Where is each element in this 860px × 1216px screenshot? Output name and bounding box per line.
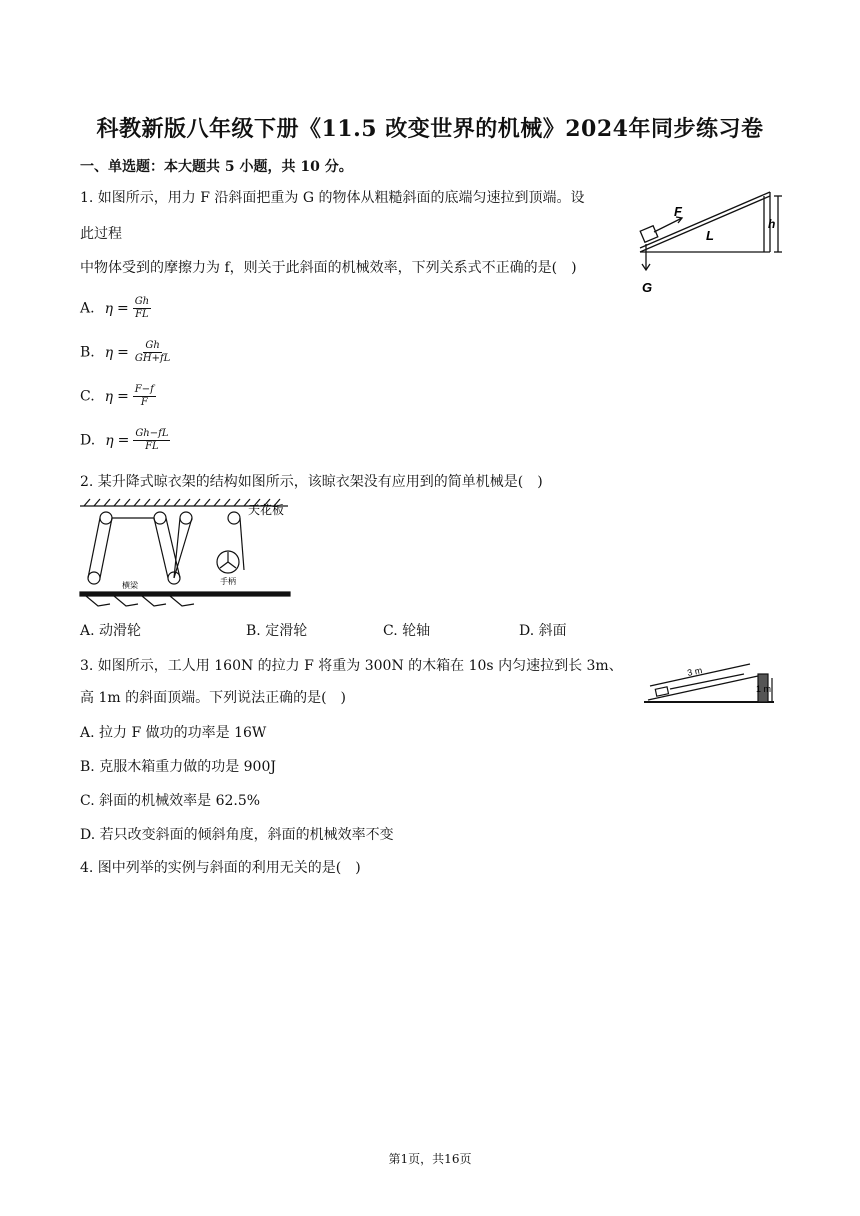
equals-sign: = <box>117 432 130 449</box>
fraction <box>133 384 156 409</box>
q3-option-d[interactable]: D. 若只改变斜面的倾斜角度，斜面的机械效率不变 <box>80 827 394 843</box>
numerator: Gh <box>145 340 160 351</box>
fixed-pulley-4 <box>228 512 240 524</box>
numerator: Gh <box>134 296 150 307</box>
eta-symbol: η <box>104 388 114 405</box>
crate <box>655 687 668 696</box>
q3-stem-line1: 3. 如图所示，工人用 160N 的拉力 F 将重为 300N 的木箱在 10s 内匀速拉到长 3m、 <box>80 658 623 674</box>
q2-clothes-rack-figure <box>78 496 300 612</box>
equals-sign: = <box>117 388 129 405</box>
incline-slope-inner <box>640 192 770 248</box>
option-label: A. <box>80 300 95 317</box>
q1-stem-line2: 此过程 <box>80 226 122 242</box>
document-title: 科教新版八年级下册《11.5 改变世界的机械》2024年同步练习卷 <box>96 116 764 142</box>
label-handle: 手柄 <box>220 577 236 586</box>
label-height: 1 m <box>756 684 772 694</box>
eta-symbol: η <box>104 300 113 317</box>
label-L: L <box>706 228 714 243</box>
fraction <box>133 428 170 453</box>
label-F: F <box>674 204 682 219</box>
fraction <box>133 296 151 321</box>
denominator: F <box>140 397 148 408</box>
rope-to-handle <box>240 518 244 570</box>
equals-sign: = <box>116 300 129 317</box>
label-ceiling: 天花板 <box>248 503 285 517</box>
eta-symbol: η <box>104 344 114 361</box>
q1-stem-line3: 中物体受到的摩擦力为 f，则关于此斜面的机械效率，下列关系式不正确的是( ) <box>80 260 577 276</box>
label-G: G <box>642 280 653 295</box>
q2-option-c[interactable]: C. 轮轴 <box>383 623 431 639</box>
block <box>640 226 658 243</box>
fixed-pulley-2 <box>154 512 166 524</box>
page-footer: 第1页，共16页 <box>388 1152 472 1166</box>
fixed-pulley-1 <box>100 512 112 524</box>
movable-pulley-1 <box>88 572 100 584</box>
fraction <box>133 340 172 365</box>
denominator: FL <box>145 441 159 452</box>
q3-option-c[interactable]: C. 斜面的机械效率是 62.5% <box>80 793 261 809</box>
section-heading: 一、单选题：本大题共 5 小题，共 10 分。 <box>80 159 353 175</box>
q2-option-a[interactable]: A. 动滑轮 <box>80 623 142 639</box>
label-length: 3 m <box>686 665 704 678</box>
q2-option-d[interactable]: D. 斜面 <box>519 623 567 639</box>
q3-option-b[interactable]: B. 克服木箱重力做的功是 900J <box>80 759 276 775</box>
force-arrow <box>654 218 682 232</box>
q1-option-a[interactable] <box>80 296 151 321</box>
label-h: h <box>768 217 776 231</box>
q4-stem: 4. 图中列举的实例与斜面的利用无关的是( ) <box>80 860 361 876</box>
q2-option-b[interactable]: B. 定滑轮 <box>246 623 308 639</box>
label-beam: 横梁 <box>122 581 138 590</box>
q1-option-c[interactable] <box>80 384 156 409</box>
q3-incline-figure <box>640 656 780 708</box>
option-label: C. <box>80 388 95 405</box>
q1-incline-figure <box>628 188 784 300</box>
q3-stem-line2: 高 1m 的斜面顶端。下列说法正确的是( ) <box>80 690 347 706</box>
option-label: D. <box>80 432 96 449</box>
q2-stem: 2. 某升降式晾衣架的结构如图所示，该晾衣架没有应用到的简单机械是( ) <box>80 474 543 490</box>
eta-symbol: η <box>105 432 114 449</box>
incline-diagram <box>644 664 774 702</box>
denominator: GH+fL <box>134 353 171 364</box>
numerator: F−f <box>134 384 154 395</box>
option-label: B. <box>80 344 95 361</box>
hanger <box>86 596 110 606</box>
q1-option-b[interactable] <box>80 340 172 365</box>
numerator: Gh−fL <box>135 428 169 439</box>
beam <box>80 592 290 596</box>
denominator: FL <box>135 309 149 320</box>
incline-slope <box>640 196 770 252</box>
q3-option-a[interactable]: A. 拉力 F 做功的功率是 16W <box>80 725 267 741</box>
slope <box>648 676 758 700</box>
q1-stem-line1: 1. 如图所示，用力 F 沿斜面把重为 G 的物体从粗糙斜面的底端匀速拉到顶端。设 <box>80 190 585 206</box>
equals-sign: = <box>117 344 129 361</box>
q1-option-d[interactable] <box>80 428 170 453</box>
